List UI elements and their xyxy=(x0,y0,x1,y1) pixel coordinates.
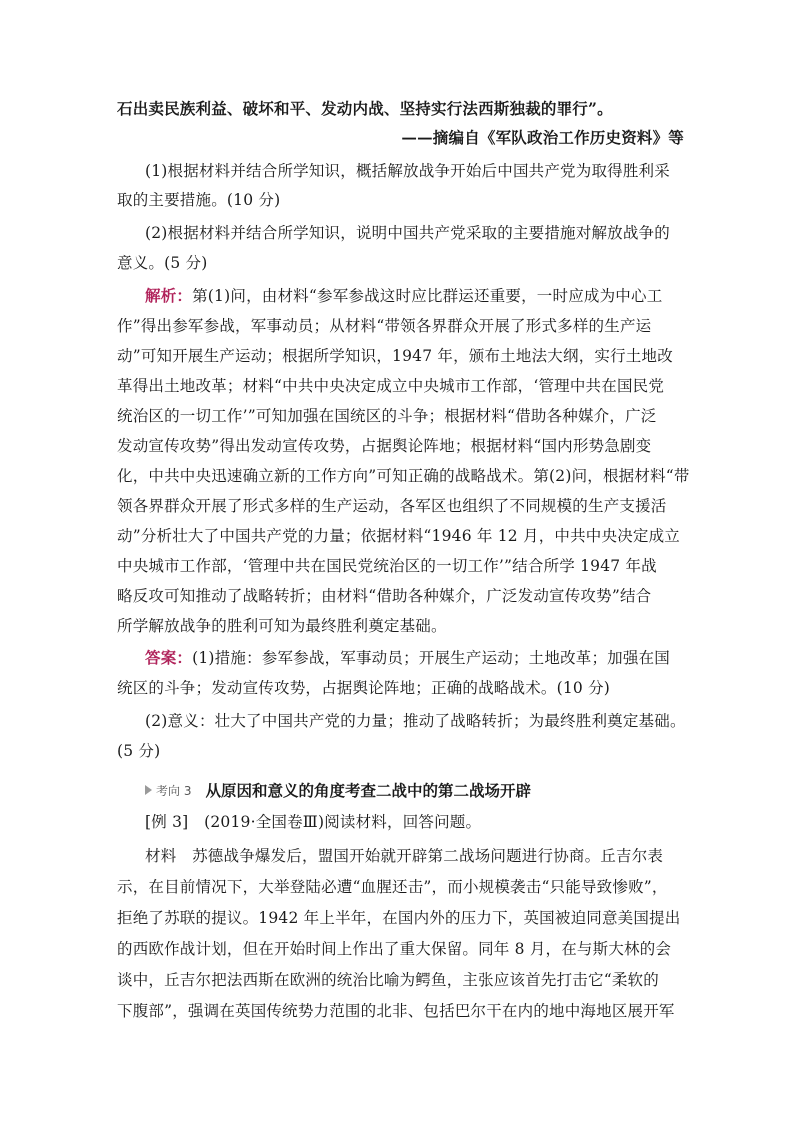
analysis-line-5: 统治区的一切工作’”可知加强在国统区的斗争；根据材料“借助各种媒介，广泛 xyxy=(117,407,657,425)
question-2-line-2: 意义。(5 分) xyxy=(117,254,208,272)
analysis-line-6: 发动宣传攻势”得出发动宣传攻势，占据舆论阵地；根据材料“国内形势急剧变 xyxy=(117,437,652,455)
example-3-heading: [例 3] (2019·全国卷Ⅲ)阅读材料，回答问题。 xyxy=(145,813,482,831)
answer-text: (1)措施：参军参战，军事动员；开展生产运动；土地改革；加强在国 xyxy=(192,649,670,667)
analysis-line-2: 作”得出参军参战，军事动员；从材料“带领各界群众开展了形式多样的生产运 xyxy=(117,317,652,335)
analysis-line-9: 动”分析壮大了中国共产党的力量；依据材料“1946 年 12 月，中共中央决定成立 xyxy=(117,527,681,545)
analysis-text: 第(1)问，由材料“参军参战这时应比群运还重要，一时应成为中心工 xyxy=(192,287,663,305)
answer-line-4: (5 分) xyxy=(117,742,161,760)
material-source: ——摘编自《军队政治工作历史资料》等 xyxy=(401,128,684,147)
material-line-3: 拒绝了苏联的提议。1942 年上半年，在国内外的压力下，英国被迫同意美国提出 xyxy=(117,909,681,927)
question-1-line-2: 取的主要措施。(10 分) xyxy=(117,191,281,209)
kaoxiang-tag: 考向 3 xyxy=(156,783,192,798)
analysis-line-8: 领各界群众开展了形式多样的生产运动，各军区也组织了不同规模的生产支援活 xyxy=(117,497,667,515)
analysis-label: 解析： xyxy=(145,286,193,305)
question-1-line-1: (1)根据材料并结合所学知识，概括解放战争开始后中国共产党为取得胜利采 xyxy=(145,162,670,180)
analysis-line-11: 略反攻可知推动了战略转折；由材料“借助各种媒介，广泛发动宣传攻势”结合 xyxy=(117,587,652,605)
material-line-1: 材料 苏德战争爆发后，盟国开始就开辟第二战场问题进行协商。丘吉尔表 xyxy=(145,847,664,865)
material-line-4: 的西欧作战计划，但在开始时间上作出了重大保留。同年 8 月，在与斯大林的会 xyxy=(117,940,672,958)
kaoxiang-heading xyxy=(145,779,531,801)
answer-label: 答案： xyxy=(145,648,193,667)
analysis-line-3: 动”可知开展生产运动；根据所学知识，1947 年，颁布土地法大纲，实行土地改 xyxy=(117,347,673,365)
material-line-5: 谈中，丘吉尔把法西斯在欧洲的统治比喻为鳄鱼，主张应该首先打击它“柔软的 xyxy=(117,971,659,989)
analysis-line-10: 中央城市工作部，‘管理中共在国民党统治区的一切工作’”结合所学 1947 年战 xyxy=(117,557,657,575)
answer-line-3: (2)意义：壮大了中国共产党的力量；推动了战略转折；为最终胜利奠定基础。 xyxy=(145,712,686,730)
analysis-line-7: 化，中共中央迅速确立新的工作方向”可知正确的战略战术。第(2)问，根据材料“带 xyxy=(117,467,690,485)
question-2-line-1: (2)根据材料并结合所学知识，说明中国共产党采取的主要措施对解放战争的 xyxy=(145,224,670,242)
material-line-6: 下腹部”，强调在英国传统势力范围的北非、包括巴尔干在内的地中海地区展开军 xyxy=(117,1002,675,1020)
answer-line-2: 统区的斗争；发动宣传攻势，占据舆论阵地；正确的战略战术。(10 分) xyxy=(117,679,611,697)
kaoxiang-title: 从原因和意义的角度考查二战中的第二战场开辟 xyxy=(205,781,531,800)
material-line-2: 示，在目前情况下，大举登陆必遭“血腥还击”，而小规模袭击“只能导致惨败”， xyxy=(117,878,668,896)
analysis-line-4: 革得出土地改革；材料“中共中央决定成立中央城市工作部，‘管理中共在国民党 xyxy=(117,377,665,395)
triangle-marker-icon xyxy=(145,785,152,795)
material-ending-line: 石出卖民族利益、破坏和平、发动内战、坚持实行法西斯独裁的罪行”。 xyxy=(117,99,613,118)
analysis-line-1 xyxy=(145,286,687,306)
analysis-line-12: 所学解放战争的胜利可知为最终胜利奠定基础。 xyxy=(117,617,447,635)
answer-line-1 xyxy=(145,648,687,668)
